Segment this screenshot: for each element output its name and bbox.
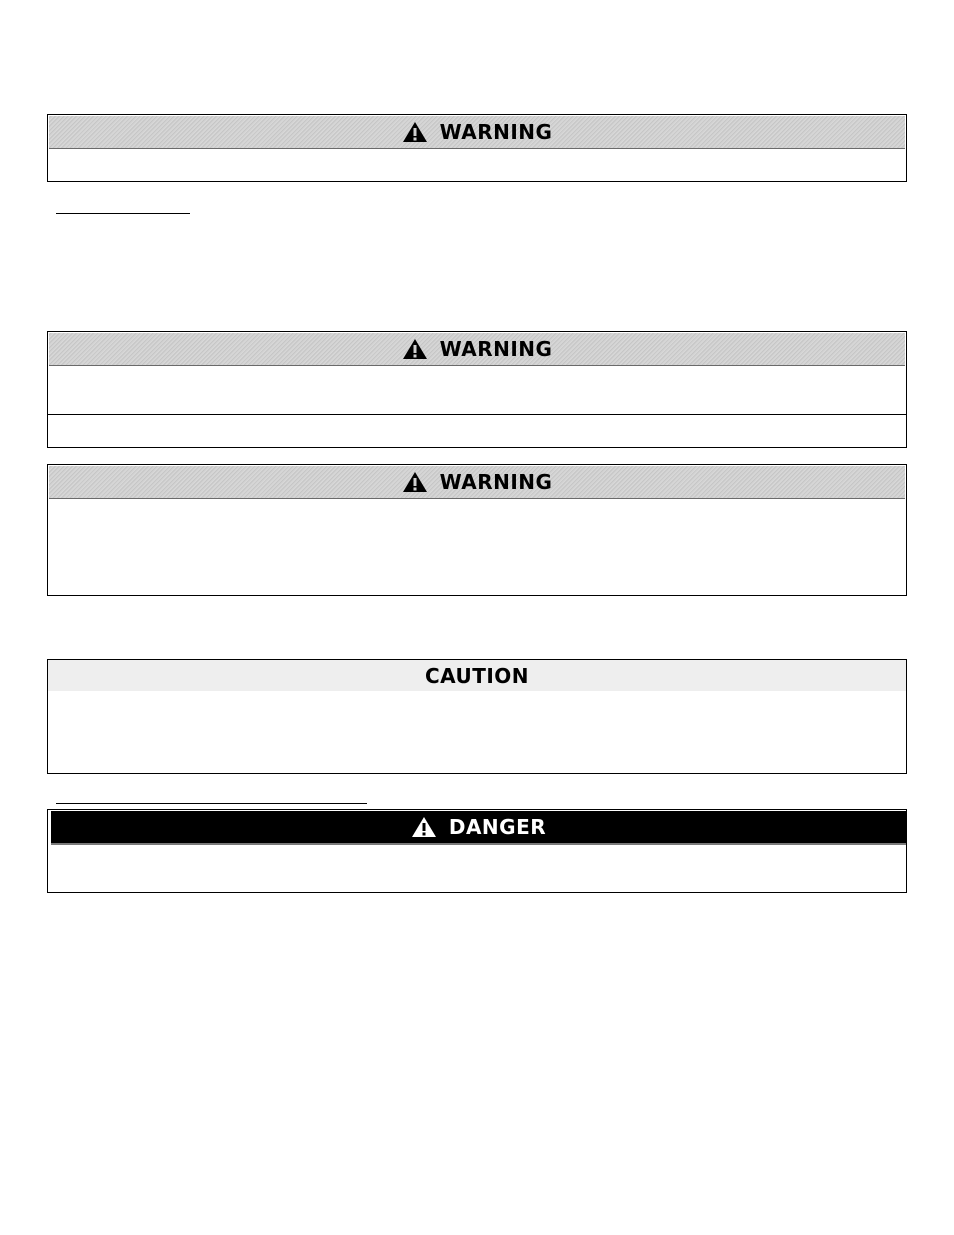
warning-notice-1 — [47, 114, 907, 182]
caution-notice — [47, 659, 907, 774]
warning-label: WARNING — [439, 120, 553, 144]
warning-triangle-icon — [402, 471, 428, 493]
warning-header — [49, 333, 905, 366]
warning-label: WARNING — [439, 337, 553, 361]
warning-triangle-icon — [402, 338, 428, 360]
warning-triangle-icon — [411, 816, 437, 838]
warning-header — [49, 466, 905, 499]
warning-label: WARNING — [439, 470, 553, 494]
danger-header — [51, 811, 906, 845]
warning-notice-3 — [47, 464, 907, 596]
section-heading-underline — [56, 803, 367, 804]
danger-label: DANGER — [448, 815, 547, 839]
section-heading-underline — [56, 213, 190, 214]
caution-label: CAUTION — [424, 663, 530, 688]
danger-notice — [47, 809, 907, 893]
caution-header — [48, 660, 906, 691]
notice-body-row — [48, 414, 906, 447]
warning-notice-2 — [47, 331, 907, 448]
notice-body-row — [48, 366, 906, 414]
warning-header — [49, 116, 905, 149]
warning-triangle-icon — [402, 121, 428, 143]
